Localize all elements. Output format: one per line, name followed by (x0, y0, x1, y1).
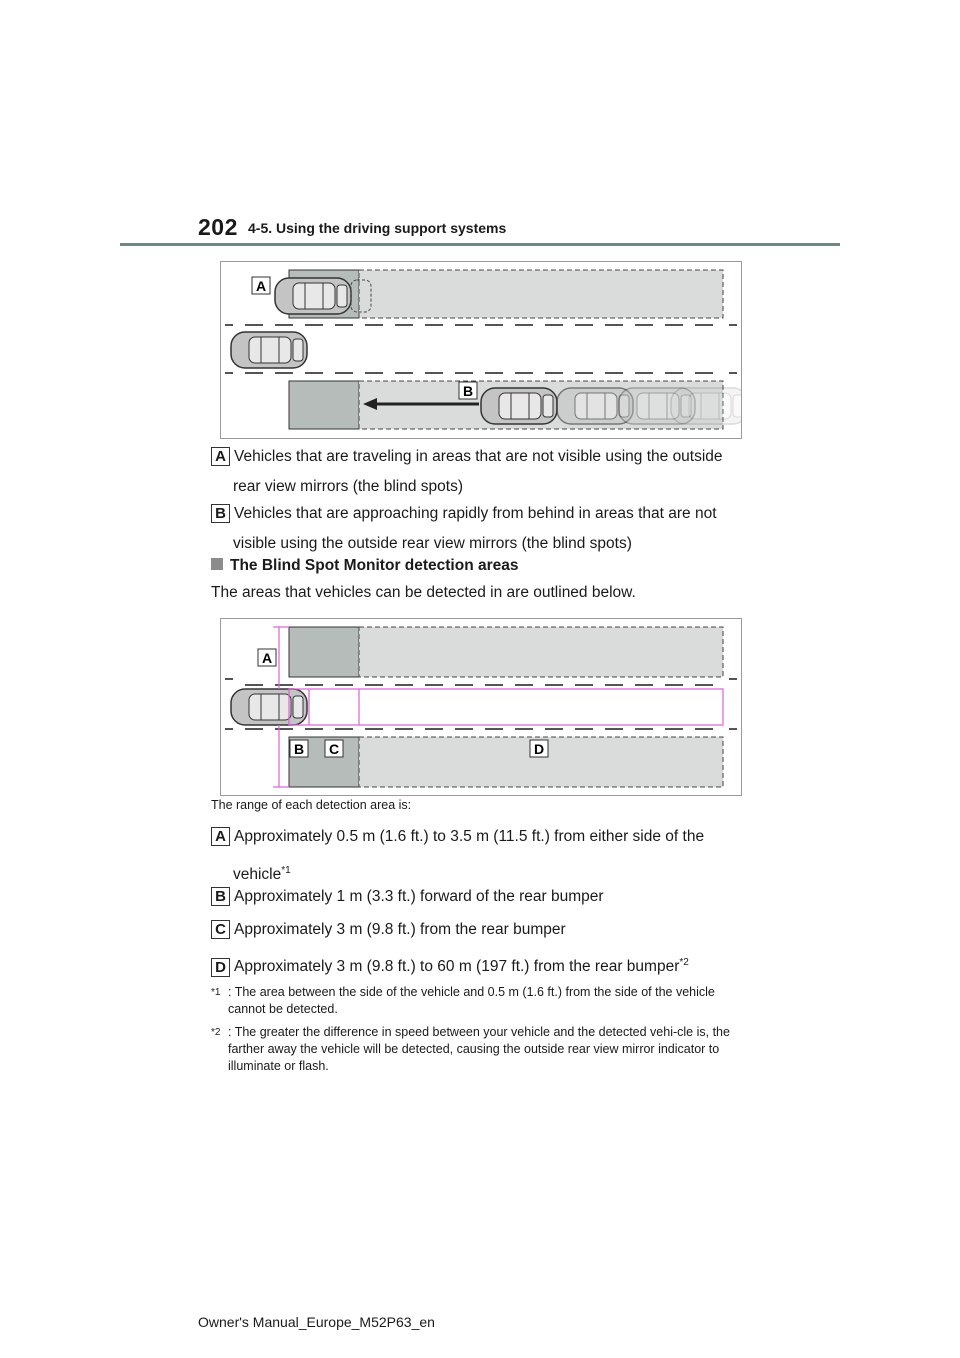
intro-paragraph: The areas that vehicles can be detected in are outlined below. (211, 584, 636, 601)
subheading: The Blind Spot Monitor detection areas (211, 557, 519, 575)
zone-upper-far (359, 270, 723, 318)
own-car (231, 689, 307, 725)
footer: Owner's Manual_Europe_M52P63_en (198, 1314, 435, 1330)
legend-badge-b: B (211, 504, 230, 523)
figure2-label-a: A (261, 650, 273, 666)
detection-area-figure (220, 618, 742, 796)
figure2-label-d: D (533, 741, 545, 757)
legend-badge-a: A (211, 447, 230, 466)
range-item-d: D Approximately 3 m (9.8 ft.) to 60 m (197 ft.) from the rear bumper$^{*2}$ (211, 953, 689, 977)
range-item-b: B Approximately 1 m (3.3 ft.) forward of the rear bumper (211, 887, 604, 907)
legend-item-a: A Vehicles that are traveling in areas that are not visible using the outside rear view mirrors (the blind spots) (211, 447, 723, 497)
figure1-label-a: A (255, 278, 267, 294)
figure2-label-c: C (328, 741, 340, 757)
blind-spot-figure (220, 261, 742, 439)
header-rule (120, 243, 840, 246)
range-item-c: C Approximately 3 m (9.8 ft.) from the rear bumper (211, 920, 566, 940)
section-title: 4-5. Using the driving support systems (248, 220, 507, 236)
own-car (231, 332, 307, 368)
legend-item-b: B Vehicles that are approaching rapidly from behind in areas that are not visible using the outside rear view mirrors (the blind spots) (211, 504, 717, 554)
range-intro: The range of each detection area is: (211, 798, 412, 812)
car-approaching (481, 388, 557, 424)
figure2-label-b: B (293, 741, 305, 757)
zone-lower-near (289, 381, 359, 429)
page-number: 202 (198, 214, 238, 240)
footnote-2: *2 : The greater the difference in speed between your vehicle and the detected vehi-cle is, the farther away the vehicle will be detected, causing the outside rear view mirror indicator to illuminate or flash. (211, 1025, 730, 1073)
square-bullet-icon (211, 558, 223, 570)
range-item-a: A Approximately 0.5 m (1.6 ft.) to 3.5 m (11.5 ft.) from either side of the vehicle$^{*1}$ (211, 827, 704, 885)
footnote-1: *1 : The area between the side of the vehicle and 0.5 m (1.6 ft.) from the side of the vehicle cannot be detected. (211, 985, 715, 1016)
car-blind-spot (275, 278, 351, 314)
figure1-label-b: B (462, 383, 474, 399)
